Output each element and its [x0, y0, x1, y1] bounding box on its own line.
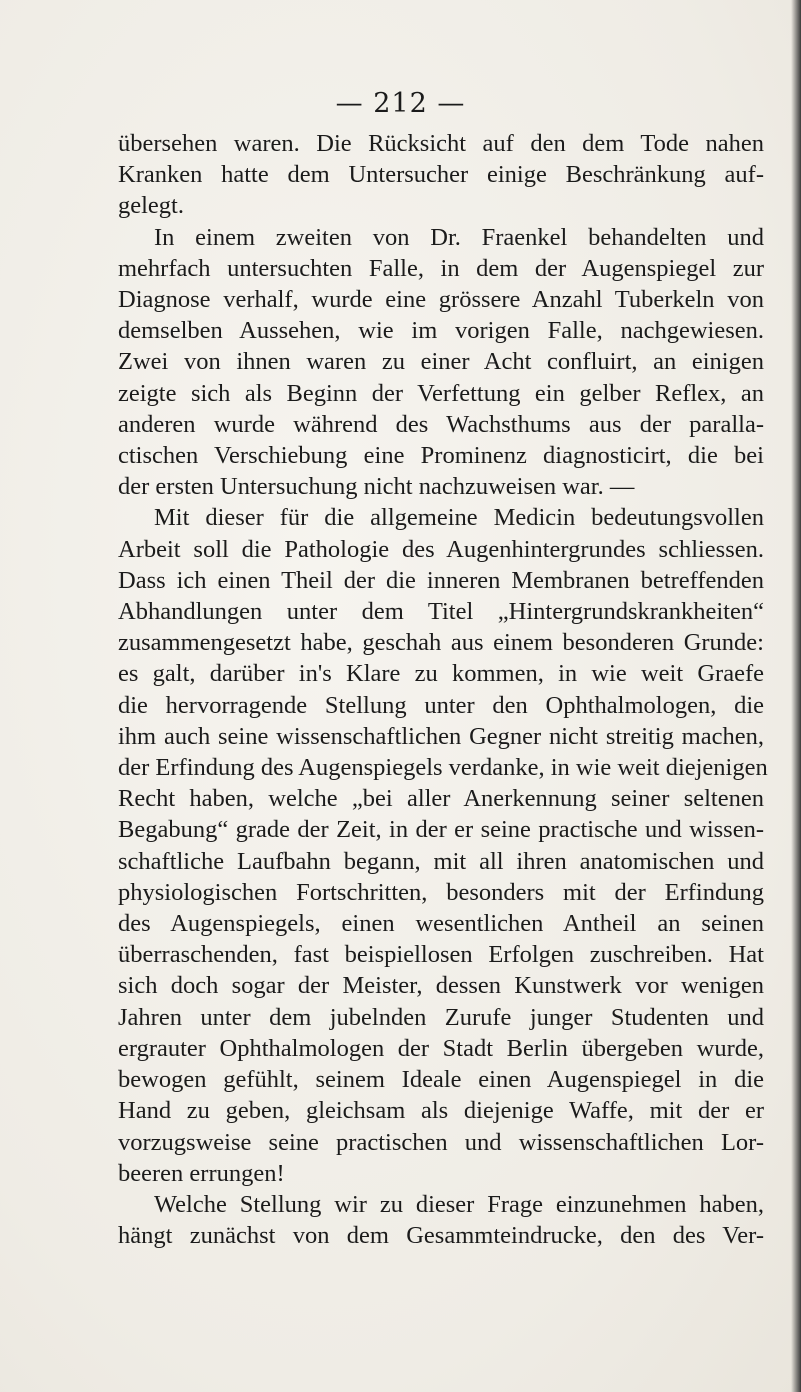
text-line: hängt zunächst von dem Gesammteindrucke, den des Ver- — [118, 1222, 764, 1250]
text-line: die hervorragende Stellung unter den Ophthalmologen, die — [118, 691, 764, 719]
text-line: zusammengesetzt habe, geschah aus einem besonderen Grunde: — [118, 629, 764, 657]
text-line: zeigte sich als Beginn der Verfettung ein gelber Reflex, an — [118, 379, 764, 407]
text-line: schaftliche Laufbahn begann, mit all ihren anatomischen und — [118, 847, 764, 875]
text-line: Kranken hatte dem Untersucher einige Beschränkung auf- — [118, 161, 764, 189]
text-line: Recht haben, welche „bei aller Anerkennung seiner seltenen — [118, 785, 764, 813]
text-line: In einem zweiten von Dr. Fraenkel behandelten und — [154, 223, 764, 251]
text-line: sich doch sogar der Meister, dessen Kunstwerk vor wenigen — [118, 972, 764, 1000]
text-line: Zwei von ihnen waren zu einer Acht confluirt, an einigen — [118, 348, 764, 376]
body-text — [118, 128, 768, 1251]
text-line: bewogen gefühlt, seinem Ideale einen Augenspiegel in die — [118, 1066, 764, 1094]
text-line: Diagnose verhalf, wurde eine grössere Anzahl Tuberkeln von — [118, 286, 764, 314]
text-line: demselben Aussehen, wie im vorigen Falle, nachgewiesen. — [118, 317, 764, 345]
text-line: überraschenden, fast beispiellosen Erfolgen zuschreiben. Hat — [118, 941, 764, 969]
text-line: gelegt. — [118, 192, 184, 220]
text-line: ctischen Verschiebung eine Prominenz diagnosticirt, die bei — [118, 442, 764, 470]
text-line: Arbeit soll die Pathologie des Augenhintergrundes schliessen. — [118, 535, 764, 563]
text-line: vorzugsweise seine practischen und wissenschaftlichen Lor- — [118, 1128, 764, 1156]
text-line: ergrauter Ophthalmologen der Stadt Berlin übergeben wurde, — [118, 1034, 764, 1062]
text-line: anderen wurde während des Wachsthums aus der paralla- — [118, 410, 764, 438]
text-line: der Erfindung des Augenspiegels verdanke, in wie weit diejenigen — [118, 754, 768, 782]
text-line: des Augenspiegels, einen wesentlichen Antheil an seinen — [118, 910, 764, 938]
text-line: es galt, darüber in's Klare zu kommen, in wie weit Graefe — [118, 660, 764, 688]
text-line: physiologischen Fortschritten, besonders mit der Erfindung — [118, 878, 764, 906]
text-line: Hand zu geben, gleichsam als diejenige Waffe, mit der er — [118, 1097, 764, 1125]
text-line: Welche Stellung wir zu dieser Frage einzunehmen haben, — [154, 1190, 764, 1218]
text-line: ihm auch seine wissenschaftlichen Gegner nicht streitig machen, — [118, 722, 764, 750]
page-edge-shadow — [791, 0, 801, 1392]
text-line: Dass ich einen Theil der die inneren Membranen betreffenden — [118, 566, 764, 594]
text-line: Abhandlungen unter dem Titel „Hintergrundskrankheiten“ — [118, 598, 764, 626]
text-line: mehrfach untersuchten Falle, in dem der Augenspiegel zur — [118, 254, 764, 282]
text-line: der ersten Untersuchung nicht nachzuweisen war. — — [118, 473, 635, 501]
text-line: beeren errungen! — [118, 1159, 285, 1187]
text-line: Begabung“ grade der Zeit, in der er seine practische und wissen- — [118, 816, 764, 844]
text-line: übersehen waren. Die Rücksicht auf den dem Tode nahen — [118, 130, 764, 157]
text-line: Mit dieser für die allgemeine Medicin bedeutungsvollen — [154, 504, 764, 532]
text-line: Jahren unter dem jubelnden Zurufe junger Studenten und — [118, 1003, 764, 1031]
page-number: — 212 — — [335, 88, 466, 119]
